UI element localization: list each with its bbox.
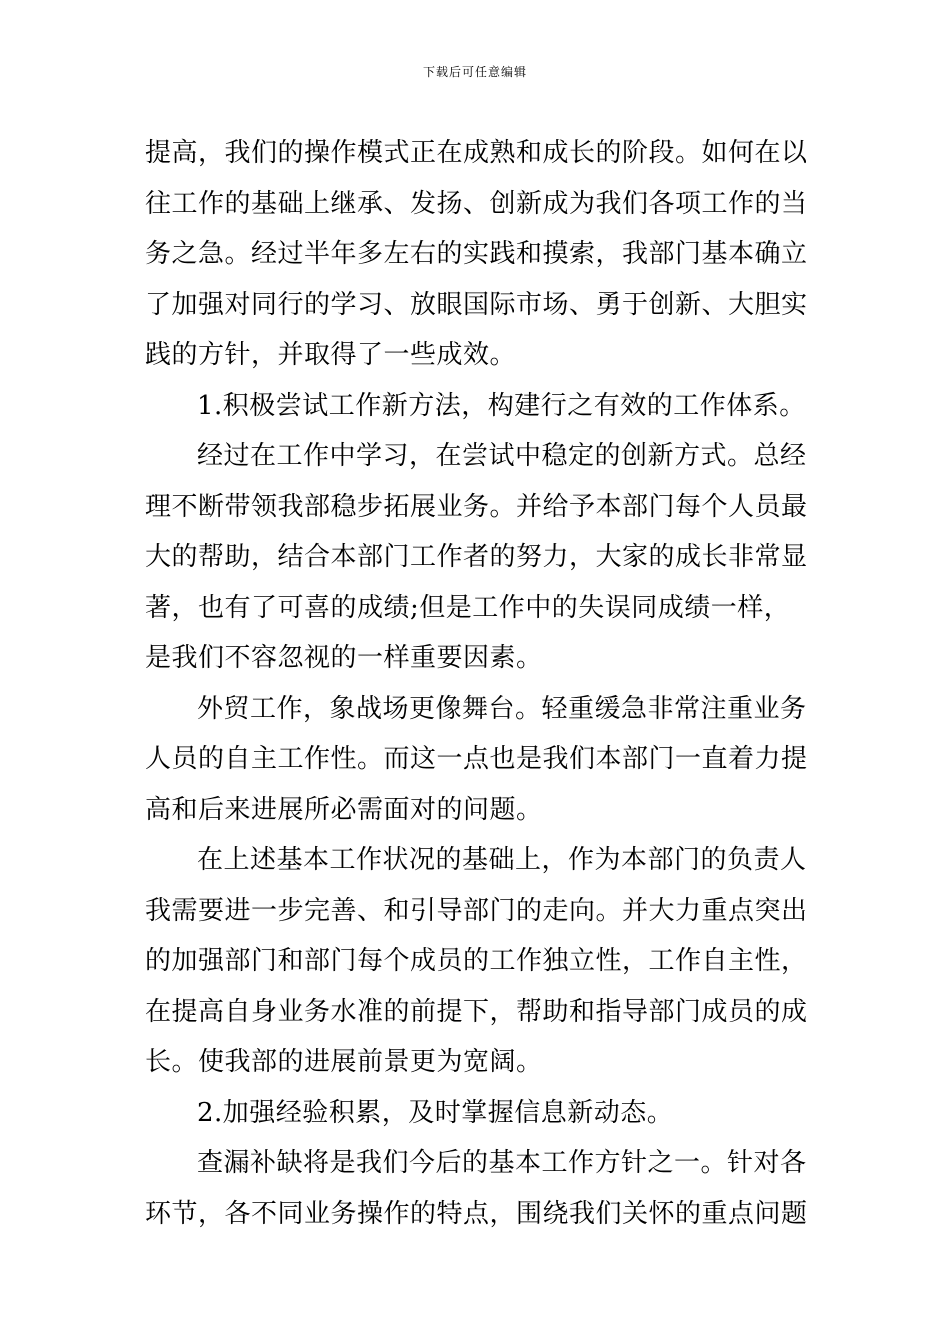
page-header-note: 下载后可任意编辑: [422, 65, 527, 79]
section-heading-2: 2.加强经验积累，及时掌握信息新动态。: [197, 1097, 674, 1128]
paragraph-section-1-a: 经过在工作中学习，在尝试中稳定的创新方式。总经理不断带领我部稳步拓展业务。并给予本部门每个人员最大的帮助，结合本部门工作者的努力，大家的成长非常显著，也有了可喜的成绩;但是工作中的失误同成绩一样，是我们不容忽视的一样重要因素。: [145, 441, 808, 673]
section-heading-1: 1.积极尝试工作新方法，构建行之有效的工作体系。: [197, 390, 806, 421]
paragraph-section-2-a: 查漏补缺将是我们今后的基本工作方针之一。针对各环节，各不同业务操作的特点，围绕我们关怀的重点问题: [145, 1148, 808, 1229]
paragraph-section-1-c: 在上述基本工作状况的基础上，作为本部门的负责人我需要进一步完善、和引导部门的走向。并大力重点突出的加强部门和部门每个成员的工作独立性，工作自主性，在提高自身业务水准的前提下，帮助和指导部门成员的成长。使我部的进展前景更为宽阔。: [145, 845, 808, 1077]
document-body: [145, 128, 813, 1239]
paragraph-section-1-b: 外贸工作，象战场更像舞台。轻重缓急非常注重业务人员的自主工作性。而这一点也是我们本部门一直着力提高和后来进展所必需面对的问题。: [145, 693, 808, 825]
paragraph-continuation: 提高，我们的操作模式正在成熟和成长的阶段。如何在以往工作的基础上继承、发扬、创新成为我们各项工作的当务之急。经过半年多左右的实践和摸索，我部门基本确立了加强对同行的学习、放眼国际市场、勇于创新、大胆实践的方针，并取得了一些成效。: [145, 138, 808, 370]
